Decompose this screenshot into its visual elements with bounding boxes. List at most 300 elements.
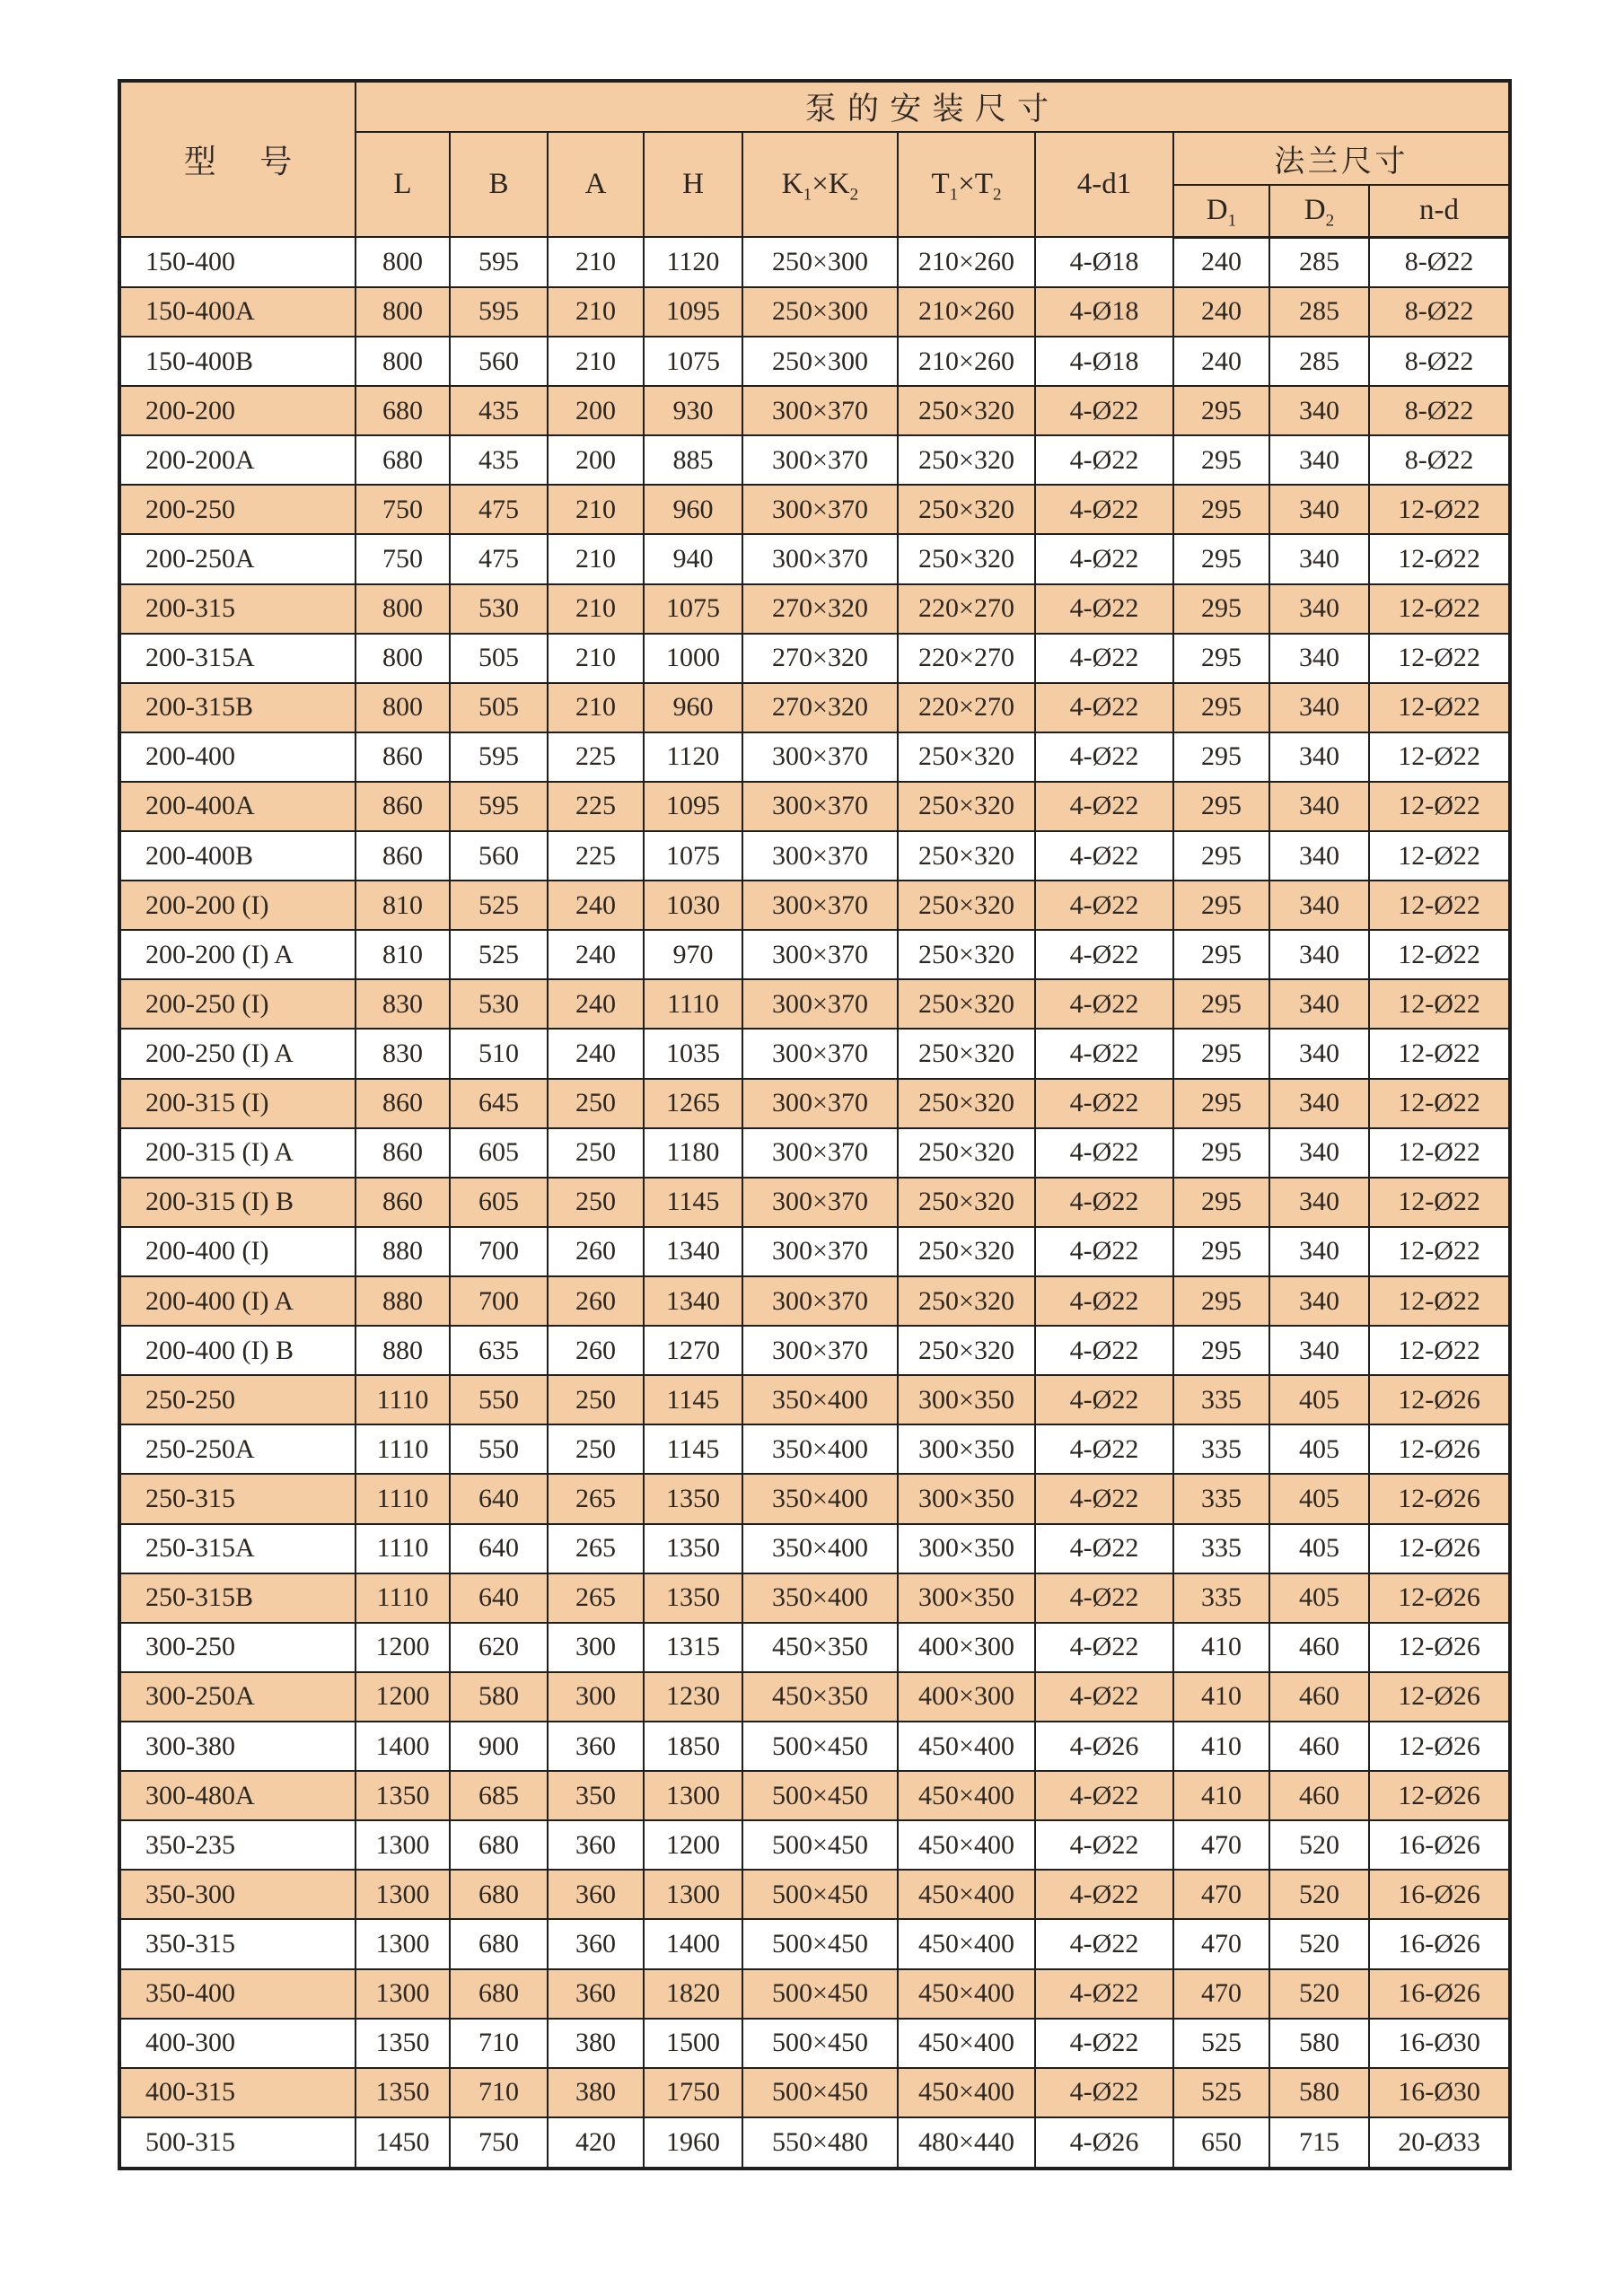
value-cell: 225 — [548, 732, 644, 782]
value-cell: 550 — [450, 1375, 548, 1424]
value-cell: 420 — [548, 2117, 644, 2169]
model-cell: 200-200 (I) A — [119, 930, 356, 979]
value-cell: 12-Ø22 — [1369, 930, 1510, 979]
table-row — [119, 1672, 1510, 1722]
value-cell: 12-Ø26 — [1369, 1375, 1510, 1424]
value-cell: 530 — [450, 979, 548, 1029]
value-cell: 810 — [356, 881, 450, 930]
value-cell: 300×370 — [742, 1227, 898, 1276]
value-cell: 405 — [1269, 1573, 1369, 1623]
value-cell: 12-Ø22 — [1369, 1029, 1510, 1078]
table-row — [119, 1474, 1510, 1523]
value-cell: 1265 — [644, 1079, 742, 1128]
table-row — [119, 1870, 1510, 1919]
value-cell: 295 — [1173, 930, 1269, 979]
value-cell: 250×320 — [898, 534, 1035, 583]
table-row — [119, 1178, 1510, 1227]
value-cell: 450×350 — [742, 1672, 898, 1722]
value-cell: 4-Ø18 — [1035, 237, 1173, 287]
value-cell: 4-Ø22 — [1035, 930, 1173, 979]
value-cell: 530 — [450, 584, 548, 634]
value-cell: 4-Ø22 — [1035, 1326, 1173, 1375]
value-cell: 1000 — [644, 634, 742, 683]
value-cell: 4-Ø22 — [1035, 979, 1173, 1029]
value-cell: 8-Ø22 — [1369, 386, 1510, 435]
table-row — [119, 831, 1510, 881]
value-cell: 460 — [1269, 1771, 1369, 1820]
value-cell: 4-Ø22 — [1035, 1919, 1173, 1968]
value-cell: 300×350 — [898, 1474, 1035, 1523]
model-cell: 200-315 (I) A — [119, 1128, 356, 1178]
table-row — [119, 1079, 1510, 1128]
value-cell: 710 — [450, 2019, 548, 2068]
value-cell: 1300 — [644, 1870, 742, 1919]
value-cell: 200 — [548, 386, 644, 435]
value-cell: 340 — [1269, 1276, 1369, 1326]
value-cell: 250×320 — [898, 782, 1035, 831]
value-cell: 4-Ø22 — [1035, 435, 1173, 485]
model-cell: 150-400 — [119, 237, 356, 287]
model-cell: 200-400 (I) B — [119, 1326, 356, 1375]
value-cell: 1110 — [356, 1573, 450, 1623]
value-cell: 300×370 — [742, 930, 898, 979]
value-cell: 250×320 — [898, 1128, 1035, 1178]
value-cell: 940 — [644, 534, 742, 583]
value-cell: 8-Ø22 — [1369, 435, 1510, 485]
value-cell: 1095 — [644, 287, 742, 337]
table-row — [119, 1722, 1510, 1771]
value-cell: 20-Ø33 — [1369, 2117, 1510, 2169]
value-cell: 300×370 — [742, 881, 898, 930]
value-cell: 750 — [450, 2117, 548, 2169]
value-cell: 12-Ø22 — [1369, 683, 1510, 732]
value-cell: 350 — [548, 1771, 644, 1820]
value-cell: 650 — [1173, 2117, 1269, 2169]
value-cell: 400×300 — [898, 1672, 1035, 1722]
value-cell: 525 — [1173, 2068, 1269, 2117]
table-header — [119, 81, 1510, 237]
value-cell: 680 — [356, 386, 450, 435]
value-cell: 295 — [1173, 831, 1269, 881]
value-cell: 500×450 — [742, 1870, 898, 1919]
value-cell: 335 — [1173, 1375, 1269, 1424]
value-cell: 240 — [1173, 337, 1269, 386]
value-cell: 450×400 — [898, 2068, 1035, 2117]
value-cell: 510 — [450, 1029, 548, 1078]
value-cell: 12-Ø26 — [1369, 1771, 1510, 1820]
value-cell: 12-Ø22 — [1369, 1178, 1510, 1227]
value-cell: 580 — [450, 1672, 548, 1722]
table-row — [119, 683, 1510, 732]
model-cell: 300-250 — [119, 1623, 356, 1672]
table-row — [119, 1573, 1510, 1623]
value-cell: 1350 — [356, 1771, 450, 1820]
value-cell: 340 — [1269, 634, 1369, 683]
model-cell: 200-200 (I) — [119, 881, 356, 930]
value-cell: 860 — [356, 1178, 450, 1227]
value-cell: 16-Ø26 — [1369, 1969, 1510, 2019]
value-cell: 240 — [1173, 287, 1269, 337]
value-cell: 595 — [450, 237, 548, 287]
value-cell: 250×320 — [898, 1227, 1035, 1276]
value-cell: 12-Ø26 — [1369, 1474, 1510, 1523]
value-cell: 300×370 — [742, 386, 898, 435]
value-cell: 1110 — [356, 1474, 450, 1523]
model-cell: 200-315A — [119, 634, 356, 683]
value-cell: 1300 — [356, 1969, 450, 2019]
value-cell: 295 — [1173, 634, 1269, 683]
value-cell: 200 — [548, 435, 644, 485]
value-cell: 595 — [450, 287, 548, 337]
table-row — [119, 337, 1510, 386]
value-cell: 4-Ø22 — [1035, 1820, 1173, 1870]
value-cell: 1850 — [644, 1722, 742, 1771]
value-cell: 1270 — [644, 1326, 742, 1375]
value-cell: 260 — [548, 1276, 644, 1326]
value-cell: 860 — [356, 1128, 450, 1178]
value-cell: 270×320 — [742, 584, 898, 634]
value-cell: 250×320 — [898, 831, 1035, 881]
value-cell: 4-Ø22 — [1035, 634, 1173, 683]
value-cell: 1300 — [356, 1820, 450, 1870]
value-cell: 300×370 — [742, 831, 898, 881]
value-cell: 270×320 — [742, 683, 898, 732]
value-cell: 880 — [356, 1227, 450, 1276]
value-cell: 1145 — [644, 1375, 742, 1424]
model-cell: 200-315 (I) B — [119, 1178, 356, 1227]
value-cell: 1200 — [356, 1672, 450, 1722]
value-cell: 475 — [450, 534, 548, 583]
value-cell: 680 — [450, 1870, 548, 1919]
value-cell: 1300 — [644, 1771, 742, 1820]
value-cell: 4-Ø22 — [1035, 1079, 1173, 1128]
table-row — [119, 584, 1510, 634]
value-cell: 260 — [548, 1227, 644, 1276]
value-cell: 250×320 — [898, 1079, 1035, 1128]
value-cell: 680 — [450, 1969, 548, 2019]
model-cell: 200-315 (I) — [119, 1079, 356, 1128]
value-cell: 250 — [548, 1079, 644, 1128]
value-cell: 295 — [1173, 1079, 1269, 1128]
value-cell: 1075 — [644, 337, 742, 386]
value-cell: 715 — [1269, 2117, 1369, 2169]
value-cell: 4-Ø22 — [1035, 1375, 1173, 1424]
value-cell: 300×350 — [898, 1375, 1035, 1424]
value-cell: 295 — [1173, 584, 1269, 634]
value-cell: 4-Ø22 — [1035, 782, 1173, 831]
value-cell: 860 — [356, 1079, 450, 1128]
value-cell: 700 — [450, 1276, 548, 1326]
value-cell: 750 — [356, 485, 450, 534]
value-cell: 295 — [1173, 683, 1269, 732]
value-cell: 830 — [356, 1029, 450, 1078]
value-cell: 8-Ø22 — [1369, 337, 1510, 386]
table-row — [119, 1029, 1510, 1078]
value-cell: 210×260 — [898, 287, 1035, 337]
value-cell: 16-Ø26 — [1369, 1919, 1510, 1968]
value-cell: 300×350 — [898, 1524, 1035, 1573]
value-cell: 12-Ø22 — [1369, 534, 1510, 583]
value-cell: 250×320 — [898, 930, 1035, 979]
value-cell: 410 — [1173, 1771, 1269, 1820]
value-cell: 1035 — [644, 1029, 742, 1078]
value-cell: 680 — [450, 1919, 548, 1968]
value-cell: 405 — [1269, 1375, 1369, 1424]
header-col-t-t: $T_1\times T_2$ — [898, 132, 1035, 237]
value-cell: 300×370 — [742, 1276, 898, 1326]
table-row — [119, 634, 1510, 683]
value-cell: 1095 — [644, 782, 742, 831]
value-cell: 340 — [1269, 732, 1369, 782]
value-cell: 12-Ø22 — [1369, 881, 1510, 930]
value-cell: 350×400 — [742, 1524, 898, 1573]
value-cell: 270×320 — [742, 634, 898, 683]
table-body — [119, 237, 1510, 2169]
model-cell: 200-315 — [119, 584, 356, 634]
value-cell: 240 — [548, 1029, 644, 1078]
value-cell: 4-Ø22 — [1035, 831, 1173, 881]
value-cell: 12-Ø22 — [1369, 485, 1510, 534]
value-cell: 340 — [1269, 831, 1369, 881]
value-cell: 800 — [356, 287, 450, 337]
value-cell: 500×450 — [742, 1820, 898, 1870]
model-cell: 400-300 — [119, 2019, 356, 2068]
table-row — [119, 1969, 1510, 2019]
value-cell: 520 — [1269, 1969, 1369, 2019]
value-cell: 680 — [450, 1820, 548, 1870]
model-cell: 250-315A — [119, 1524, 356, 1573]
value-cell: 240 — [1173, 237, 1269, 287]
value-cell: 340 — [1269, 386, 1369, 435]
value-cell: 340 — [1269, 1029, 1369, 1078]
value-cell: 520 — [1269, 1870, 1369, 1919]
value-cell: 810 — [356, 930, 450, 979]
table-row — [119, 1623, 1510, 1672]
header-col-4-d1: 4-d1 — [1035, 132, 1173, 237]
value-cell: 300×370 — [742, 435, 898, 485]
value-cell: 525 — [1173, 2019, 1269, 2068]
value-cell: 860 — [356, 831, 450, 881]
value-cell: 460 — [1269, 1623, 1369, 1672]
value-cell: 4-Ø18 — [1035, 287, 1173, 337]
value-cell: 360 — [548, 1969, 644, 2019]
header-col-a: A — [548, 132, 644, 237]
value-cell: 380 — [548, 2068, 644, 2117]
value-cell: 4-Ø22 — [1035, 1029, 1173, 1078]
value-cell: 295 — [1173, 732, 1269, 782]
value-cell: 460 — [1269, 1672, 1369, 1722]
value-cell: 525 — [450, 881, 548, 930]
header-model: 型 号 — [119, 81, 356, 237]
value-cell: 505 — [450, 683, 548, 732]
model-cell: 200-250 (I) — [119, 979, 356, 1029]
value-cell: 295 — [1173, 1128, 1269, 1178]
value-cell: 1960 — [644, 2117, 742, 2169]
value-cell: 550×480 — [742, 2117, 898, 2169]
value-cell: 12-Ø26 — [1369, 1573, 1510, 1623]
model-cell: 250-315B — [119, 1573, 356, 1623]
value-cell: 360 — [548, 1919, 644, 1968]
value-cell: 340 — [1269, 584, 1369, 634]
value-cell: 520 — [1269, 1919, 1369, 1968]
model-cell: 250-315 — [119, 1474, 356, 1523]
value-cell: 405 — [1269, 1474, 1369, 1523]
value-cell: 220×270 — [898, 683, 1035, 732]
value-cell: 4-Ø22 — [1035, 683, 1173, 732]
value-cell: 210 — [548, 337, 644, 386]
value-cell: 580 — [1269, 2019, 1369, 2068]
value-cell: 300×370 — [742, 1079, 898, 1128]
value-cell: 300×370 — [742, 1128, 898, 1178]
value-cell: 4-Ø22 — [1035, 1969, 1173, 2019]
value-cell: 295 — [1173, 881, 1269, 930]
value-cell: 340 — [1269, 1178, 1369, 1227]
value-cell: 4-Ø22 — [1035, 732, 1173, 782]
value-cell: 960 — [644, 485, 742, 534]
value-cell: 295 — [1173, 1029, 1269, 1078]
value-cell: 4-Ø22 — [1035, 485, 1173, 534]
table-row — [119, 1227, 1510, 1276]
table-row — [119, 1771, 1510, 1820]
value-cell: 1300 — [356, 1919, 450, 1968]
value-cell: 335 — [1173, 1424, 1269, 1474]
model-cell: 200-400 — [119, 732, 356, 782]
value-cell: 1200 — [356, 1623, 450, 1672]
value-cell: 1450 — [356, 2117, 450, 2169]
table-row — [119, 1820, 1510, 1870]
value-cell: 450×400 — [898, 1771, 1035, 1820]
table-row — [119, 2117, 1510, 2169]
value-cell: 295 — [1173, 485, 1269, 534]
value-cell: 350×400 — [742, 1573, 898, 1623]
header-flange-col-d: $D_2$ — [1269, 185, 1369, 237]
table-row — [119, 2019, 1510, 2068]
value-cell: 250×320 — [898, 1276, 1035, 1326]
value-cell: 360 — [548, 1722, 644, 1771]
value-cell: 340 — [1269, 435, 1369, 485]
value-cell: 12-Ø26 — [1369, 1424, 1510, 1474]
value-cell: 240 — [548, 930, 644, 979]
value-cell: 295 — [1173, 979, 1269, 1029]
value-cell: 340 — [1269, 1079, 1369, 1128]
value-cell: 800 — [356, 634, 450, 683]
value-cell: 12-Ø22 — [1369, 831, 1510, 881]
table-row — [119, 782, 1510, 831]
value-cell: 335 — [1173, 1474, 1269, 1523]
value-cell: 250×320 — [898, 1326, 1035, 1375]
value-cell: 960 — [644, 683, 742, 732]
value-cell: 300×370 — [742, 534, 898, 583]
value-cell: 16-Ø30 — [1369, 2019, 1510, 2068]
value-cell: 1075 — [644, 831, 742, 881]
value-cell: 800 — [356, 237, 450, 287]
table-row — [119, 1919, 1510, 1968]
value-cell: 605 — [450, 1178, 548, 1227]
value-cell: 1110 — [356, 1375, 450, 1424]
header-flange-col-d: $D_1$ — [1173, 185, 1269, 237]
value-cell: 405 — [1269, 1424, 1369, 1474]
value-cell: 210 — [548, 534, 644, 583]
value-cell: 16-Ø26 — [1369, 1870, 1510, 1919]
value-cell: 4-Ø22 — [1035, 1128, 1173, 1178]
table-row — [119, 881, 1510, 930]
value-cell: 12-Ø26 — [1369, 1722, 1510, 1771]
value-cell: 335 — [1173, 1524, 1269, 1573]
value-cell: 1110 — [356, 1524, 450, 1573]
header-col-k-k: $K_1\times K_2$ — [742, 132, 898, 237]
value-cell: 250 — [548, 1128, 644, 1178]
value-cell: 1400 — [356, 1722, 450, 1771]
model-cell: 250-250 — [119, 1375, 356, 1424]
model-cell: 150-400B — [119, 337, 356, 386]
value-cell: 750 — [356, 534, 450, 583]
value-cell: 210×260 — [898, 237, 1035, 287]
value-cell: 220×270 — [898, 584, 1035, 634]
value-cell: 410 — [1173, 1672, 1269, 1722]
value-cell: 12-Ø26 — [1369, 1623, 1510, 1672]
value-cell: 1350 — [644, 1573, 742, 1623]
value-cell: 295 — [1173, 534, 1269, 583]
value-cell: 1030 — [644, 881, 742, 930]
value-cell: 480×440 — [898, 2117, 1035, 2169]
value-cell: 1340 — [644, 1276, 742, 1326]
value-cell: 300×370 — [742, 979, 898, 1029]
value-cell: 225 — [548, 782, 644, 831]
value-cell: 250×300 — [742, 337, 898, 386]
value-cell: 210 — [548, 683, 644, 732]
value-cell: 295 — [1173, 435, 1269, 485]
value-cell: 210 — [548, 634, 644, 683]
value-cell: 4-Ø22 — [1035, 1524, 1173, 1573]
value-cell: 1820 — [644, 1969, 742, 2019]
header-col-h: H — [644, 132, 742, 237]
value-cell: 560 — [450, 337, 548, 386]
table-row — [119, 237, 1510, 287]
value-cell: 900 — [450, 1722, 548, 1771]
value-cell: 500×450 — [742, 2019, 898, 2068]
value-cell: 300×370 — [742, 732, 898, 782]
value-cell: 250×300 — [742, 287, 898, 337]
value-cell: 680 — [356, 435, 450, 485]
value-cell: 580 — [1269, 2068, 1369, 2117]
value-cell: 12-Ø22 — [1369, 1276, 1510, 1326]
table-row — [119, 386, 1510, 435]
value-cell: 470 — [1173, 1919, 1269, 1968]
value-cell: 800 — [356, 584, 450, 634]
value-cell: 4-Ø22 — [1035, 1573, 1173, 1623]
value-cell: 350×400 — [742, 1375, 898, 1424]
value-cell: 410 — [1173, 1722, 1269, 1771]
value-cell: 1350 — [356, 2068, 450, 2117]
table-row — [119, 979, 1510, 1029]
value-cell: 360 — [548, 1870, 644, 1919]
table-row — [119, 732, 1510, 782]
value-cell: 12-Ø22 — [1369, 732, 1510, 782]
value-cell: 435 — [450, 386, 548, 435]
value-cell: 605 — [450, 1128, 548, 1178]
value-cell: 16-Ø26 — [1369, 1820, 1510, 1870]
value-cell: 340 — [1269, 930, 1369, 979]
value-cell: 1315 — [644, 1623, 742, 1672]
header-install-dimensions: 泵的安装尺寸 — [356, 81, 1510, 132]
header-row-top — [119, 81, 1510, 132]
value-cell: 250×320 — [898, 386, 1035, 435]
value-cell: 8-Ø22 — [1369, 237, 1510, 287]
value-cell: 830 — [356, 979, 450, 1029]
value-cell: 1750 — [644, 2068, 742, 2117]
value-cell: 340 — [1269, 881, 1369, 930]
value-cell: 300 — [548, 1672, 644, 1722]
